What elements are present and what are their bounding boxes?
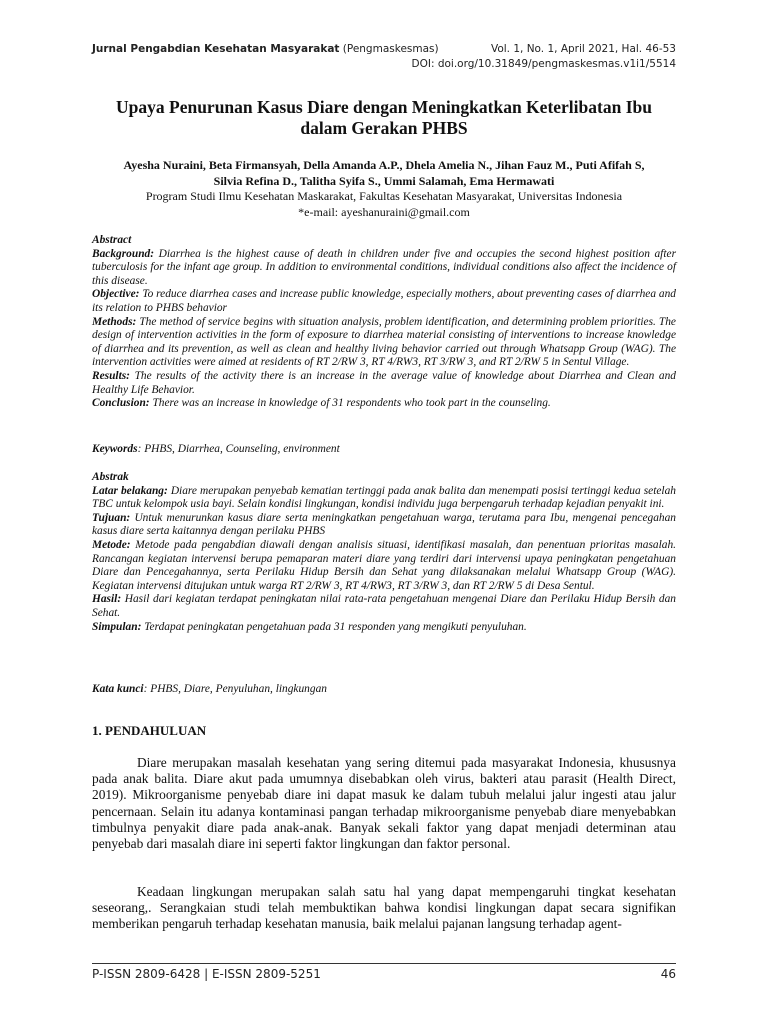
abstract-english [92,234,676,411]
kata-kunci-text: : PHBS, Diare, Penyuluhan, lingkungan [143,683,327,695]
body-paragraph-1: Diare merupakan masalah kesehatan yang sering ditemui pada masyarakat Indonesia, khususnya pada anak balita. Diare akut pada umumnya disebabkan oleh virus, bakteri atau parasit (Health Direct, 2019). Mikroorganisme penyebab diare ini dapat masuk ke dalam tubuh melalui jalur ingesti atau jalur pencernaan. Selain itu adanya kontaminasi pangan terhadap mikroorganisme penyebab diare menyebabkan timbulnya penyakit diare pada anak-anak. Banyak sekali faktor yang dapat menjadi determinan atau penyebab dari masalah diare ini seperti faktor lingkungan dan faktor personal. [92,755,676,852]
abstract-objective: Objective: To reduce diarrhea cases and increase public knowledge, especially mothers, about preventing cases of diarrhea and its relation to PHBS behavior [92,288,677,314]
authors-line-1: Ayesha Nuraini, Beta Firmansyah, Della Amanda A.P., Dhela Amelia N., Jihan Fauz M., Puti Afifah S, [123,158,645,172]
abstract-background: Background: Diarrhea is the highest cause of death in children under five and occupies the second highest position after tuberculosis for the infant age group. In addition to environmental conditions, individual conditions also affect the incidence of this disease. [92,247,676,287]
abstrak-tujuan: Tujuan: Untuk menurunkan kasus diare serta meningkatkan pengetahuan warga, terutama para Ibu, mengenai pencegahan kasus diare serta kaitannya dengan perilaku PHBS [92,511,676,538]
abstrak-latar-belakang: Latar belakang: Diare merupakan penyebab kematian tertinggi pada anak balita dan menempati posisi tertinggi kedua setelah TBC untuk kelompok usia bayi. Selain kondisi lingkungan, kondisi individu juga berpengaruh terhadap kejadian penyakit ini. [92,484,676,511]
paper-title: Upaya Penurunan Kasus Diare dengan Meningkatkan Keterlibatan Ibu dalam Gerakan PHBS [116,97,652,138]
section-heading: 1. PENDAHULUAN [92,723,207,738]
abstrak-heading: Abstrak [92,471,129,483]
keywords-text: : PHBS, Diarrhea, Counseling, environment [137,443,340,455]
keywords-label: Keywords [92,443,138,455]
author-list [92,157,676,189]
abstract-heading: Abstract [92,234,132,246]
running-header [92,42,676,72]
body-paragraph-2: Keadaan lingkungan merupakan salah satu hal yang dapat mempengaruhi tingkat kesehatan seseorang,. Serangkaian studi telah membuktikan bahwa kondisi lingkungan dapat secara signifikan memberikan pengaruh terhadap kesehatan manusia, baik melalui pajanan langsung terhadap agent- [92,884,676,932]
issn: P-ISSN 2809-6428 | E-ISSN 2809-5251 [92,967,321,981]
abstract-results: Results: The results of the activity there is an increase in the average value of knowledge about Diarrhea and Clean and Healthy Life Behavior. [92,369,676,396]
volume-info: Vol. 1, No. 1, April 2021, Hal. 46-53 [490,43,676,55]
keywords-indonesian [92,683,676,697]
email: *e-mail: ayeshanuraini@gmail.com [298,205,470,219]
footer-divider [92,963,676,964]
journal-abbreviation: (Pengmaskesmas) [342,43,439,55]
journal-name: Jurnal Pengabdian Kesehatan Masyarakat [92,43,340,55]
abstract-indonesian [92,471,676,634]
kata-kunci-label: Kata kunci [92,683,144,695]
abstract-methods: Methods: The method of service begins with situation analysis, problem identification, and determining problem priorities. The design of intervention activities in the form of exposure to diarrhea material consisting of interventions to increase knowledge of diarrhea and its prevention, as well as clean and healthy living behavior carried out through Whatsapp Group (WAG). The intervention activities were aimed at residents of RT 2/RW 3, RT 4/RW3, RT 3/RW 3, and RT 2/RW 5 in Sentul Village. [92,315,676,369]
page-footer [92,967,676,981]
affiliation-block [92,188,676,220]
journal-title [92,42,439,57]
keywords-english [92,443,676,457]
affiliation: Program Studi Ilmu Kesehatan Maskarakat, Fakultas Kesehatan Masyarakat, Universitas Indonesia [145,189,623,203]
abstrak-simpulan: Simpulan: Terdapat peningkatan pengetahuan pada 31 responden yang mengikuti penyuluhan. [92,620,527,633]
abstrak-hasil: Hasil: Hasil dari kegiatan terdapat peningkatan nilai rata-rata pengetahuan mengenai Diare dan Perilaku Hidup Bersih dan Sehat. [92,593,676,619]
abstrak-metode: Metode: Metode pada pengabdian diawali dengan analisis situasi, identifikasi masalah, dan penentuan prioritas masalah. Rancangan kegiatan intervensi berupa pemaparan materi diare yang terdiri dari intervensi upaya peningkatan pengetahuan Diare dan Pencegahannya, serta Perilaku Hidup Bersih dan Sehat yang dilaksanakan melalui Whatsapp Group (WAG). Kegiatan intervensi ditujukan untuk warga RT 2/RW 3, RT 4/RW3, RT 3/RW 3, dan RT 2/RW 5 di Desa Sentul. [92,538,676,592]
abstract-conclusion: Conclusion: There was an increase in knowledge of 31 respondents who took part in the counseling. [92,397,551,410]
page-number: 46 [660,967,676,981]
authors-line-2: Silvia Refina D., Talitha Syifa S., Ummi Salamah, Ema Hermawati [213,174,555,188]
doi: DOI: doi.org/10.31849/pengmaskesmas.v1i1/5514 [411,58,676,70]
